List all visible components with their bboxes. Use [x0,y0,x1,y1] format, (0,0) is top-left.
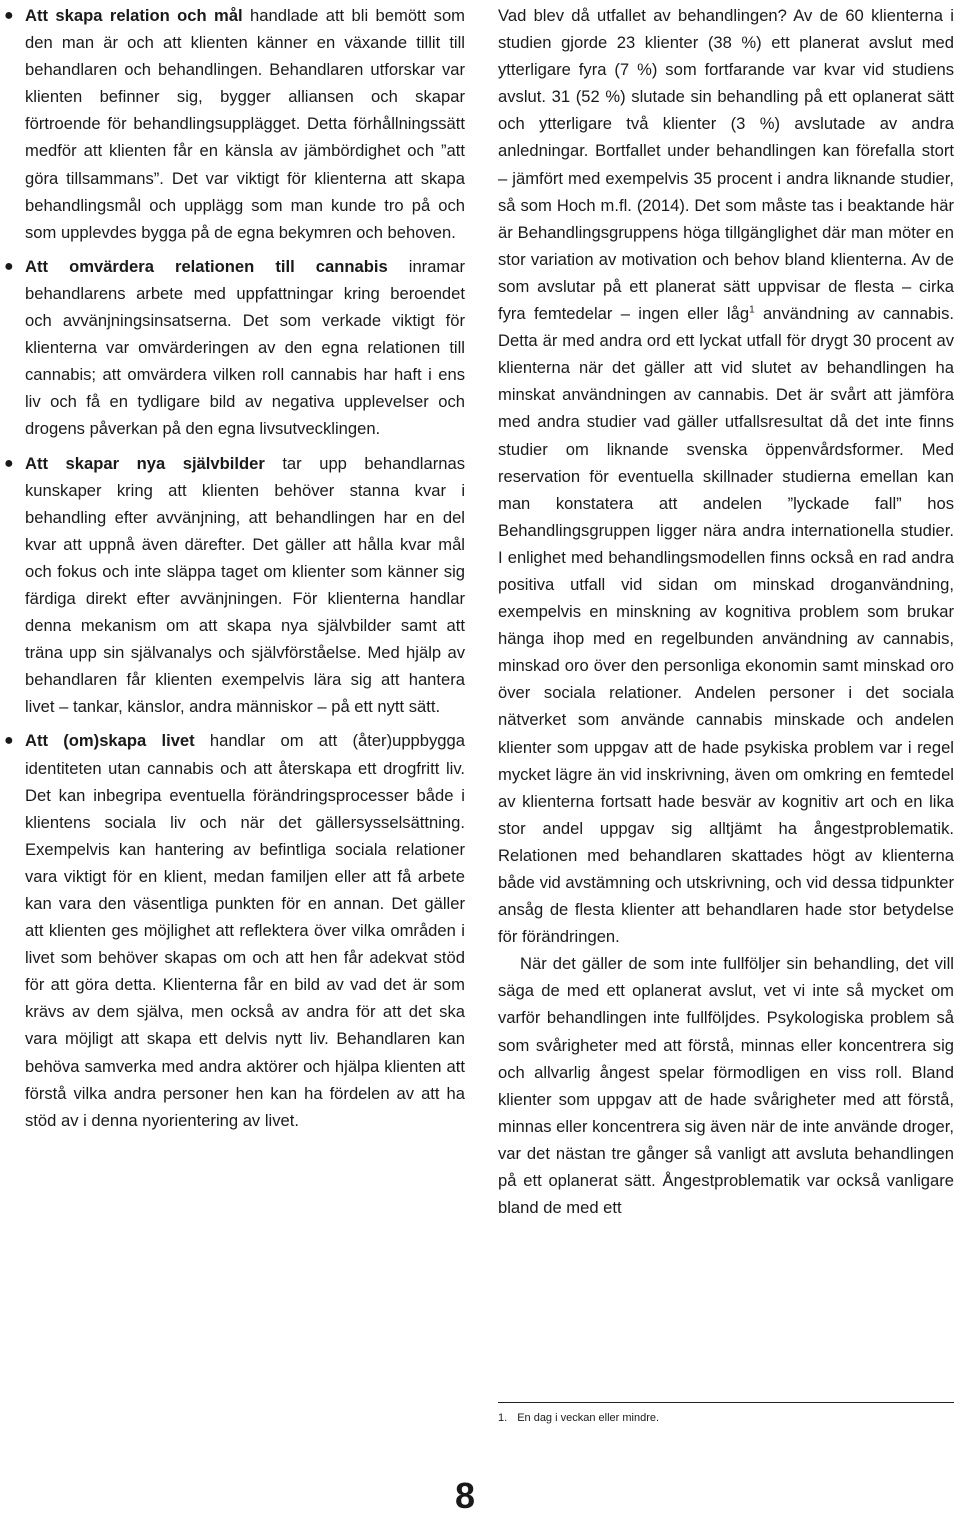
footnote-divider [498,1402,954,1403]
list-item [4,2,465,246]
paragraph: När det gäller de som inte fullföljer sin behandling, det vill säga de med ett oplanerat avslut, vet vi inte så mycket om varför behandlingen inte fullföljdes. Psykologiska problem så som svårigheter med att förstå, minnas eller koncentrera sig och allvarlig ångest spelar förmodligen en viss roll. Bland klienter som uppgav att de hade svårigheter med att förstå, minnas eller koncentrera sig även när de inte använde droger, var det nästan tre gånger så vanligt att avsluta behandlingen på ett oplanerat sätt. Ångestproblematik var också vanligare bland de med ett [498,954,954,1218]
footnote-number: 1. [498,1412,508,1424]
list-item-text: inramar behandlarens arbete med uppfattningar kring beroendet och avvänjningsinsatserna. Det som verkade viktigt för klienterna var omvärderingen av den egna relationen till cannabis; att omvärdera vilken roll cannabis har haft i ens liv och få en tydligare bild av negativa upplevelser och drogens påverkan på den egna livsutvecklingen. [25,256,466,439]
list-item-text: tar upp behandlarnas kunskaper kring att klienten behöver stanna kvar i behandling efter avvänjning, att behandlingen har en del kvar att uppnå även därefter. Det gäller att hålla kvar mål och fokus och inte släppa taget om klienter som känner sig färdiga direkt efter avvänjningen. För klienterna handlar denna mekanism om att skapa nya självbilder samt att träna upp sin självanalys och självförståelse. Med hjälp av behandlaren får klienten exempelvis lära sig att hantera livet – tankar, känslor, andra människor – på ett nytt sätt. [25,453,465,717]
footnote [498,1410,659,1426]
footnote-marker: 1 [749,304,755,316]
list-item-lead: Att skapa relation och mål [25,6,243,25]
list-item [4,253,466,443]
paragraph-text: användning av cannabis. Detta är med andra ord ett lyckat utfall för drygt 30 procent av klienterna när det gäller att vid slutet av behandlingen ha minskat användningen av cannabis. Det är svårt att jämföra med andra studier vad gäller utfallsresultat då det inte finns studier om liknande svenska öppenvårdsformer. Med reservation för eventuella skillnader studierna emellan kan man konstatera att andelen ”lyckade fall” hos Behandlingsgruppen ligger nära andra internationella studier. I enlighet med behandlingsmodellen finns också en rad andra positiva utfall vid sidan om minskad droganvändning, exempelvis en minskning av kognitiva problem som brukar hänga ihop med en regelbunden användning av cannabis, minskad oro över den personliga ekonomin samt minskad oro över sociala relationer. Andelen personer i det sociala nätverket som använde cannabis minskade och andelen klienter som uppgav att de hade psykiska problem var i regel mycket lägre än vid inskrivning, även om omkring en femtedel av klienterna fortsatt hade besvär av kognitiv art och en lika stor andel uppgav sig alltjämt ha ångestproblematik. Relationen med behandlaren skattades högt av klienterna både vid avstämning och utskrivning, och vid dessa tidpunkter ansåg de flesta klienter att behandlaren hade stor betydelse för förändringen. [498,304,954,947]
page-number: 8 [455,1475,476,1516]
paragraph [498,2,954,950]
list-item-text: handlar om att (åter)uppbygga identiteten utan cannabis och att återskapa ett drogfritt liv. Det kan inbegripa eventuella förändringsprocesser både i klientens sociala liv och när det gällersysselsättning. Exempelvis kan hantering av befintliga sociala relationer vara viktigt för en klient, medan familjen eller att få arbete kan vara den väsentliga punkten för en annan. Det gäller att klienten ges möjlighet att reflektera över vilka områden i livet som behöver skapas om och att hen får adekvat stöd för att göra detta. Klienterna får en bild av vad det är som krävs av dem själva, men också av andra för att det ska vara möjligt att skapa ett delvis nytt liv. Behandlaren kan behöva samverka med andra aktörer och hjälpa klienten att förstå vilka andra personer hen kan ha fördelen av att ha stöd av i denna nyorientering av livet. [25,731,465,1130]
bullet-icon: ● [4,257,14,275]
bullet-icon: ● [4,732,14,750]
right-column [498,2,954,1221]
bullet-icon: ● [4,454,14,472]
left-column [4,2,466,1141]
list-item-text: handlade att bli bemött som den man är och att klienten känner en växande tillit till behandlaren och behandlingen. Behandlaren utforskar var klienten befinner sig, bygger alliansen och skapar förtroende för behandlingsupplägget. Detta förhållningssätt medför att klienten får en känsla av jämbördighet och ”att göra tillsammans”. Det var viktigt för klienterna att skapa behandlingsmål och upplägg som man kunde tro på och som upplevdes bygga på de egna bekymren och behoven. [25,6,465,242]
paragraph-text: Vad blev då utfallet av behandlingen? Av de 60 klienterna i studien gjorde 23 klienter (38 %) ett planerat avslut med ytterligare fyra (7 %) som fortfarande var kvar vid studiens avslut. 31 (52 %) slutade sin behandling på ett oplanerat sätt och ytterligare två klienter (3 %) avslutade av andra anledningar. Bortfallet under behandlingen kan förefalla stort – jämfört med exempelvis 35 procent i andra liknande studier, så som Hoch m.fl. (2014). Det som måste tas i beaktande här är Behandlingsgruppens höga tillgänglighet där man möter en stor variation av motivation och behov bland klienterna. Av de som avslutar på ett planerat sätt uppvisar de flesta – cirka fyra femtedelar – ingen eller låg [498,6,954,324]
list-item [4,450,465,721]
list-item-lead: Att omvärdera relationen till cannabis [25,256,388,276]
footnote-text: En dag i veckan eller mindre. [517,1412,660,1424]
list-item-lead: Att (om)skapa livet [25,731,195,751]
list-item [4,727,465,1133]
bullet-list [4,2,466,1134]
bullet-icon: ● [4,7,14,24]
list-item-lead: Att skapar nya självbilder [25,453,265,473]
